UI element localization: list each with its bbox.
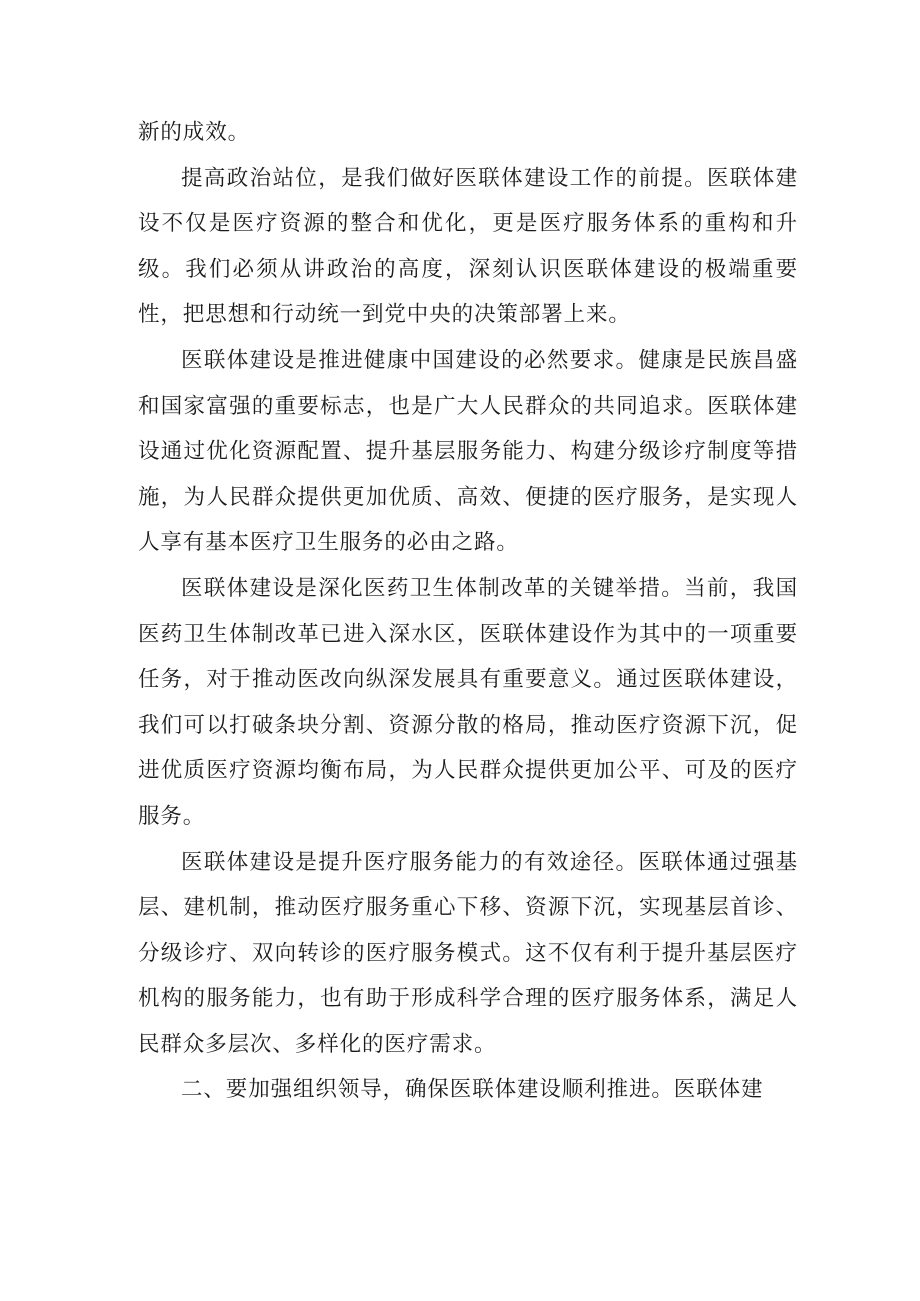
document-body	[138, 110, 798, 1113]
paragraph-section-two-heading: 二、要加强组织领导，确保医联体建设顺利推进。医联体建	[181, 1077, 764, 1103]
paragraph-service-capacity: 医联体建设是提升医疗服务能力的有效途径。医联体通过强基层、建机制，推动医疗服务重心下移、资源下沉，实现基层首诊、分级诊疗、双向转诊的医疗服务模式。这不仅有利于提升基层医疗机构的服务能力，也有助于形成科学合理的医疗服务体系，满足人民群众多层次、多样化的医疗需求。	[138, 849, 798, 1057]
paragraph-healthy-china: 医联体建设是推进健康中国建设的必然要求。健康是民族昌盛和国家富强的重要标志，也是广大人民群众的共同追求。医联体建设通过优化资源配置、提升基层服务能力、构建分级诊疗制度等措施，为人民群众提供更加优质、高效、便捷的医疗服务，是实现人人享有基本医疗卫生服务的必由之路。	[138, 347, 798, 556]
paragraph-healthcare-reform: 医联体建设是深化医药卫生体制改革的关键举措。当前，我国医药卫生体制改革已进入深水区，医联体建设作为其中的一项重要任务，对于推动医改向纵深发展具有重要意义。通过医联体建设，我们可以打破条块分割、资源分散的格局，推动医疗资源下沉，促进优质医疗资源均衡布局，为人民群众提供更加公平、可及的医疗服务。	[138, 575, 798, 829]
paragraph-continuation: 新的成效。	[138, 120, 251, 145]
paragraph-political-stance: 提高政治站位，是我们做好医联体建设工作的前提。医联体建设不仅是医疗资源的整合和优化，更是医疗服务体系的重构和升级。我们必须从讲政治的高度，深刻认识医联体建设的极端重要性，把思想和行动统一到党中央的决策部署上来。	[138, 165, 798, 328]
